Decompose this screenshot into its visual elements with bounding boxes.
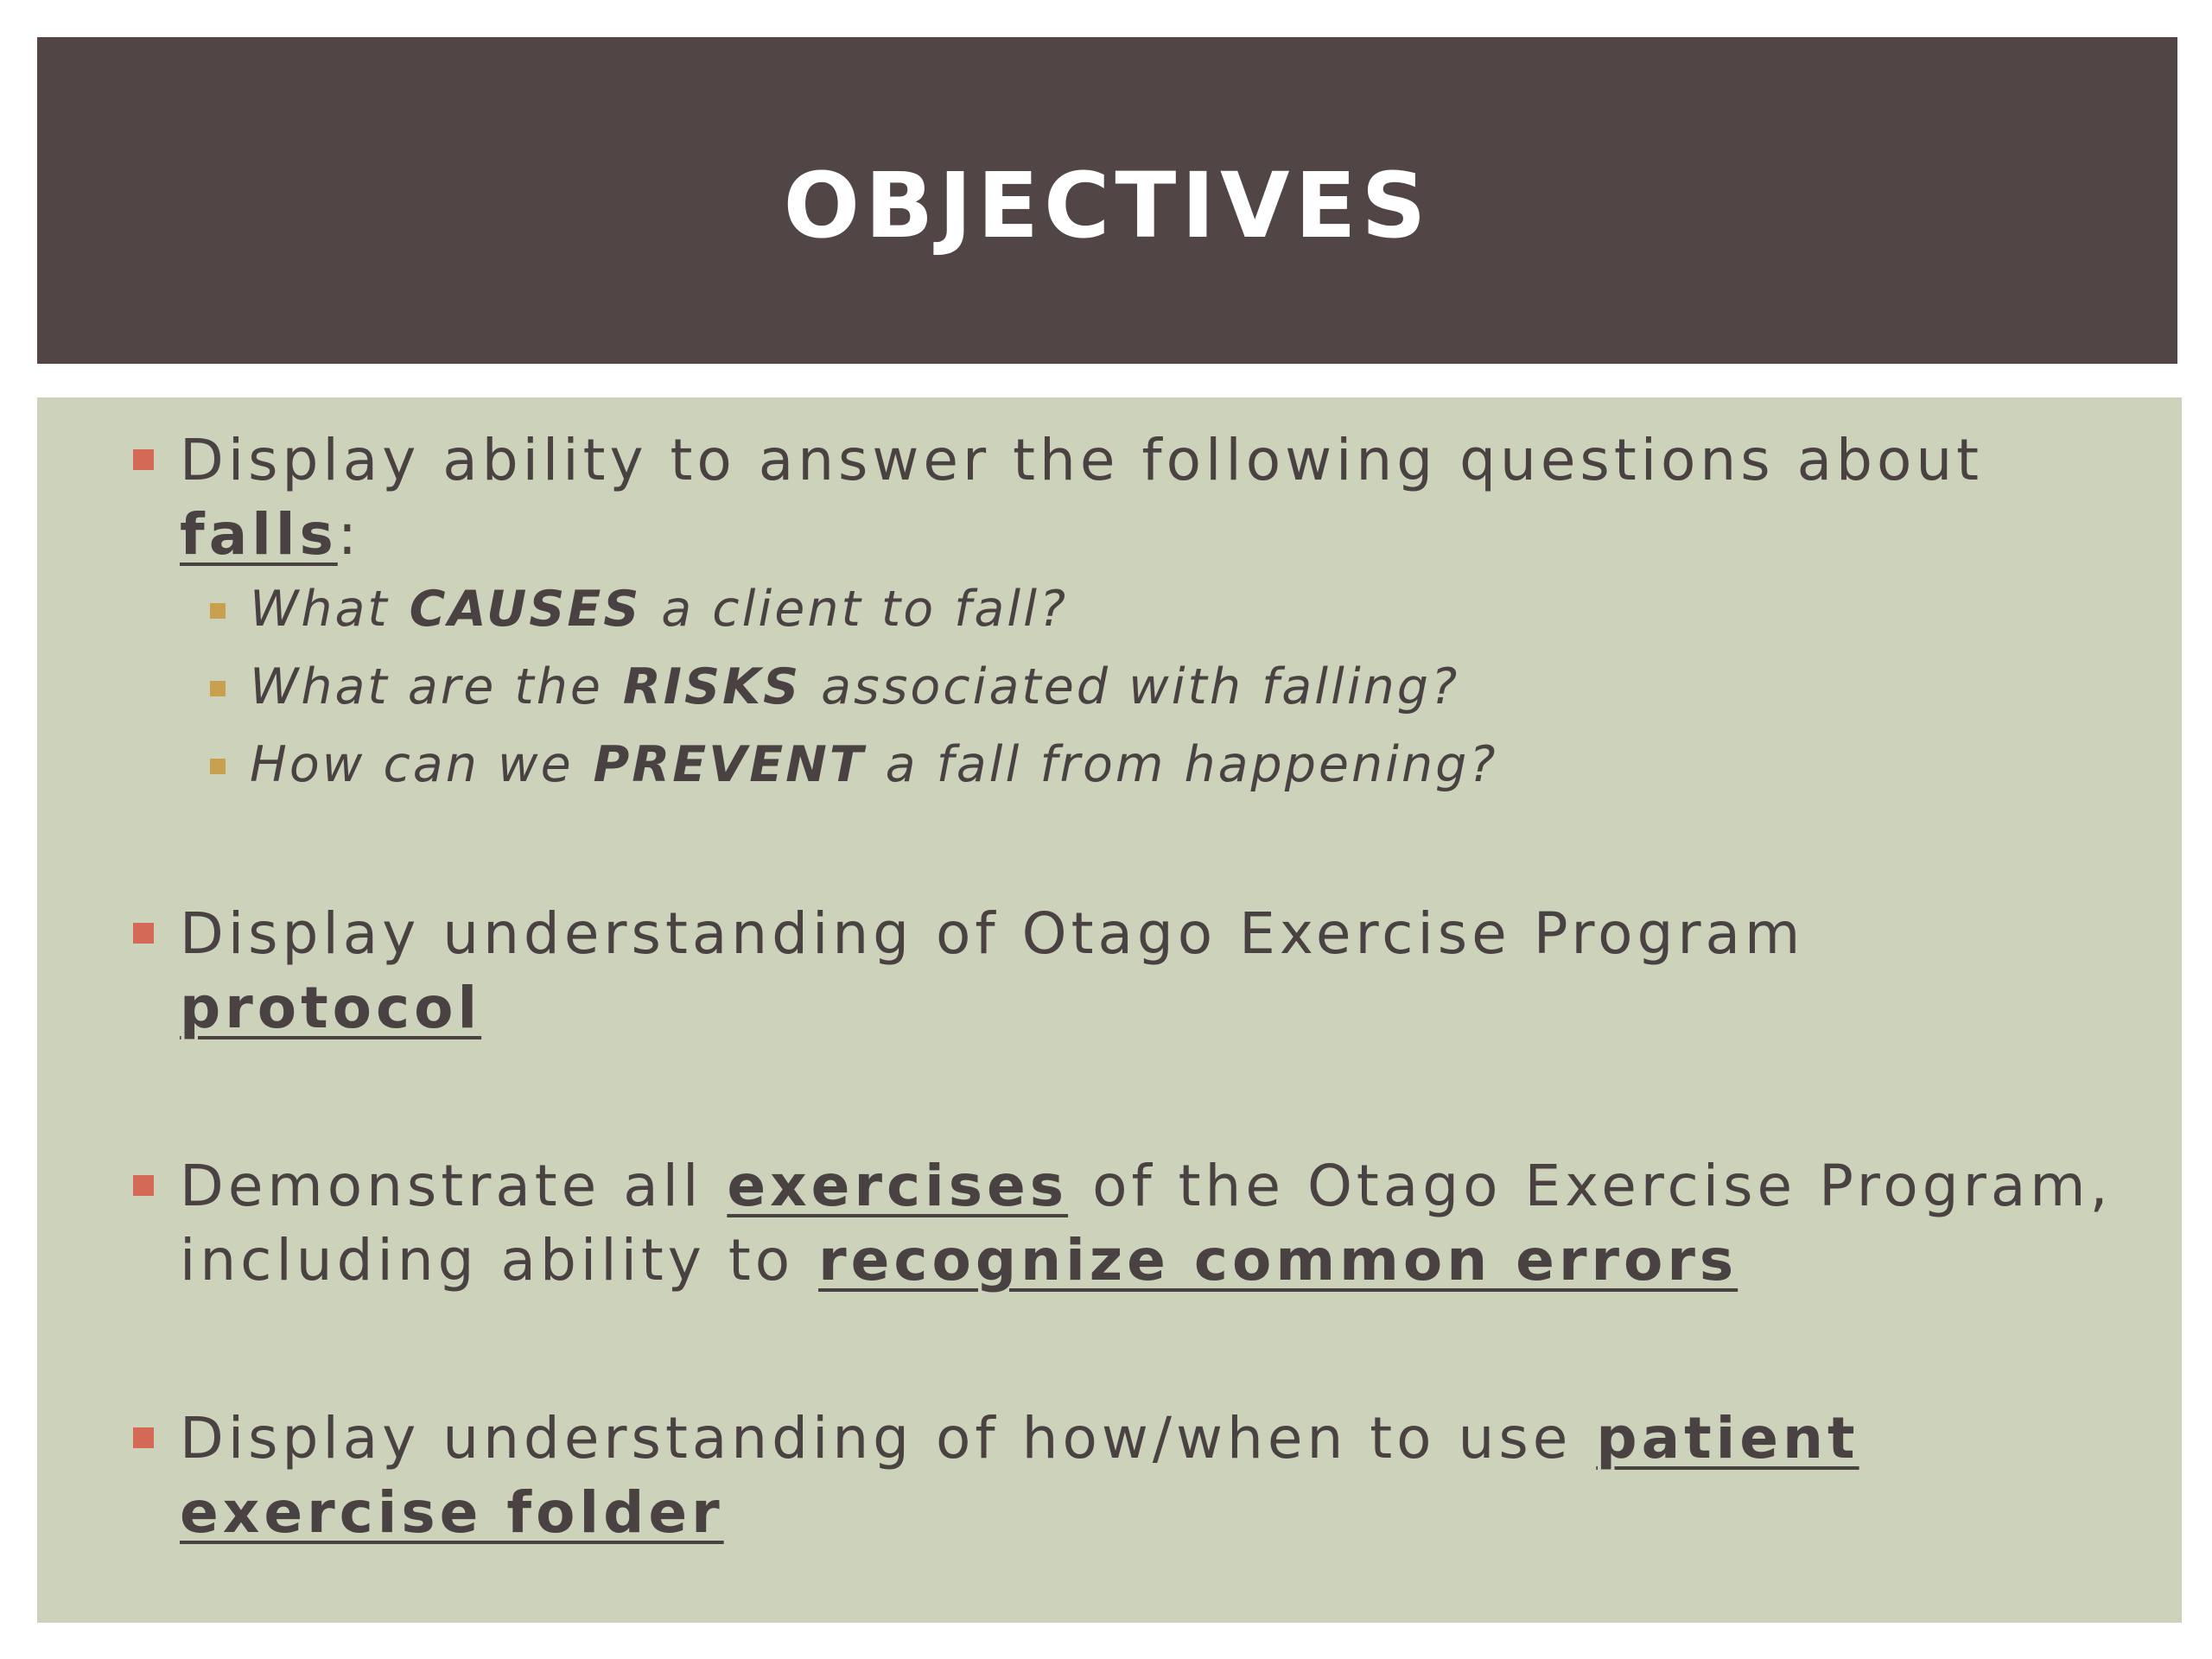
bullet-text-part: of the Otago Exercise Program, [1092, 1153, 2113, 1219]
patient-link: patient [1596, 1405, 1859, 1471]
bullet-text-part: : [337, 501, 362, 568]
square-bullet-icon [133, 1175, 154, 1196]
sub-text-emphasis: PREVENT [593, 736, 866, 793]
sub-text-post: a fall from happening? [885, 736, 1498, 793]
bullet-text-part: Display ability to answer the following questions about [180, 427, 1984, 493]
small-square-bullet-icon [210, 603, 226, 619]
bullet-text-part: Display understanding of Otago Exercise Program [180, 900, 1805, 967]
recognize-errors-link: recognize common errors [818, 1227, 1738, 1294]
square-bullet-icon [133, 1427, 154, 1448]
bullet-demonstrate-exercises [180, 1149, 2184, 1298]
bullet-otago-protocol [180, 897, 2184, 1046]
title-bar [37, 37, 2177, 364]
small-square-bullet-icon [210, 681, 226, 696]
protocol-link: protocol [180, 975, 482, 1041]
falls-link: falls [180, 501, 338, 568]
bullet-exercise-folder [180, 1402, 2184, 1550]
slide-title: OBJECTIVES [783, 153, 1432, 258]
sub-bullet-causes [250, 579, 1068, 639]
sub-text-post: a client to fall? [661, 581, 1069, 638]
bullet-text-part: Display understanding of how/when to use [180, 1405, 1573, 1471]
sub-bullet-prevent [250, 734, 1498, 795]
exercise-folder-link: exercise folder [180, 1479, 724, 1546]
bullet-text-part: including ability to [180, 1227, 795, 1294]
bullet-text [180, 897, 2184, 1046]
bullet-text [180, 1149, 2184, 1298]
sub-text-pre: How can we [250, 736, 574, 793]
content-area [37, 397, 2182, 1623]
sub-bullet-risks [250, 657, 1459, 717]
bullet-falls-questions [180, 423, 2184, 572]
small-square-bullet-icon [210, 759, 226, 774]
exercises-link: exercises [727, 1153, 1069, 1219]
sub-text-post: associated with falling? [821, 658, 1460, 715]
sub-text-pre: What are the [250, 658, 603, 715]
square-bullet-icon [133, 923, 154, 944]
bullet-text-part: Demonstrate all [180, 1153, 703, 1219]
sub-text-emphasis: RISKS [622, 658, 802, 715]
sub-text-emphasis: CAUSES [409, 581, 642, 638]
square-bullet-icon [133, 449, 154, 470]
bullet-text [180, 1402, 2184, 1550]
sub-text-pre: What [250, 581, 390, 638]
bullet-text [180, 423, 2184, 572]
